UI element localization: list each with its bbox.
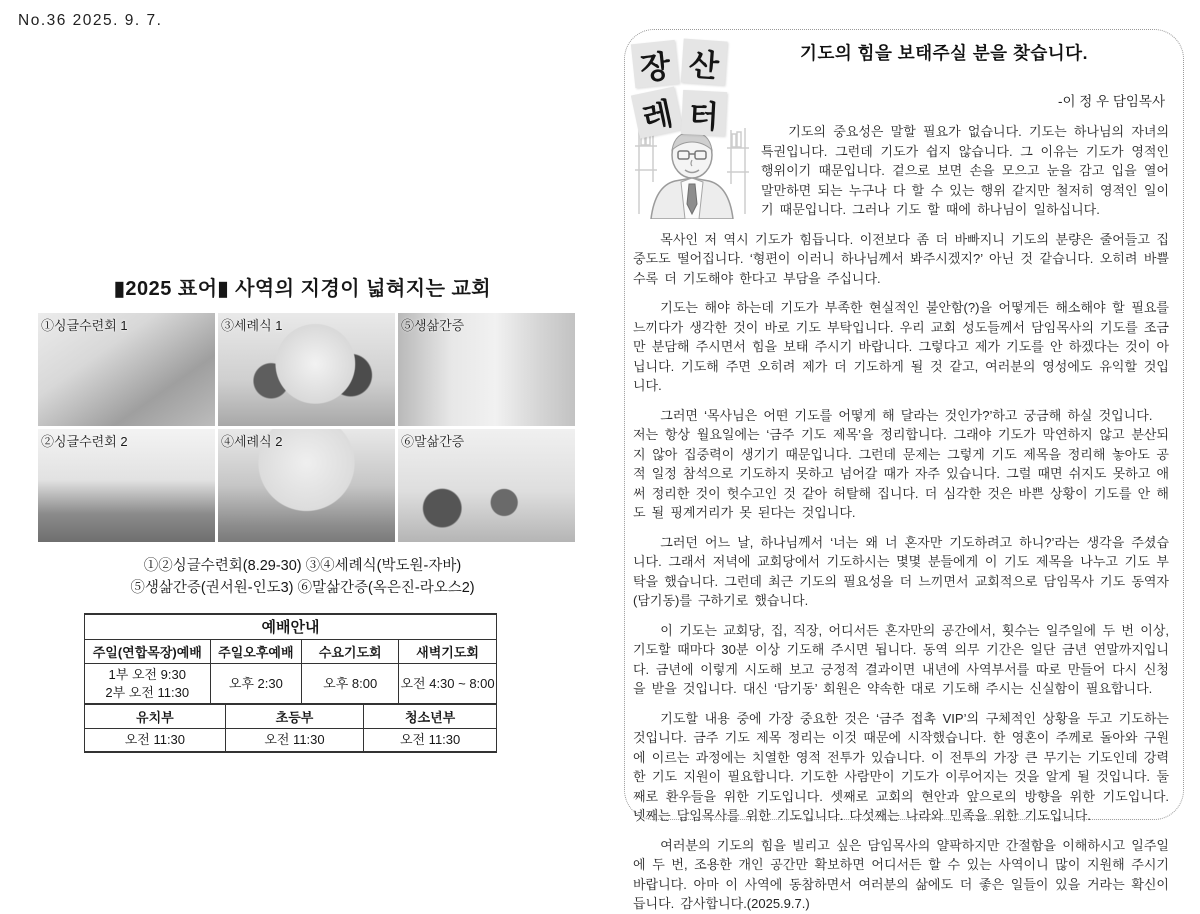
table-header-cell: 주일오후예배 [210, 640, 302, 663]
photo-item [38, 313, 215, 426]
photo-label: ⑤생삶간증 [401, 318, 465, 333]
photo-label: ⑥말삶간증 [401, 434, 465, 449]
photo-item [398, 429, 575, 542]
motto-title: ▮2025 표어▮ 사역의 지경이 넓혀지는 교회 [113, 278, 492, 300]
photo-label: ②싱글수련회 2 [41, 434, 128, 449]
table-cell: 오전 11:30 [363, 729, 496, 751]
photo-grid [38, 313, 575, 542]
paragraph: 그러면 ‘목사님은 어떤 기도를 어떻게 해 달라는 것인가?’하고 궁금해 하실 것입니다. [660, 407, 1153, 423]
paragraph: 기도의 중요성은 말할 필요가 없습니다. 기도는 하나님의 자녀의 특권입니다. 그런데 기도가 쉽지 않습니다. 그 이유는 기도가 영적인 행위이기 때문입니다. 겉으로 보면 손을 모으고 눈을 감고 입을 열어 말만하면 되는 누구나 다 할 수 있는 행위 같지만 철저히 영적인 일이기 때문입니다. 그러나 기도 할 때에 하나님이 일하십니다. [761, 124, 1169, 217]
table-cell: 오전 11:30 [225, 729, 364, 751]
worship-table-title: 예배안내 [85, 615, 496, 640]
jangsan-letter-logo [633, 42, 733, 135]
table-cell: 오후 8:00 [301, 664, 398, 703]
logo-tile: 터 [681, 90, 727, 136]
service-time: 2부 오전 11:30 [105, 684, 190, 700]
paragraph: 이 기도는 교회당, 집, 직장, 어디서든 혼자만의 공간에서, 횟수는 일주일에 두 번 이상, 기도할 때마다 30분 이상 기도해 주시면 됩니다. 동역 의무 기간은 일단 금년 연말까지입니다. 금년에 이렇게 시도해 보고 긍정적 결과이면 내년에 사역부서를 따로 만들어 다시 신청을 받을 것입니다. 대신 ‘담기동’ 회원은 약속한 대로 기도해 주시는 신실함이 필요합니다. [633, 622, 1169, 696]
photo-item [38, 429, 215, 542]
caption-line: ⑤생삶간증(권서원-인도3) ⑥말삶간증(옥은진-라오스2) [130, 580, 475, 597]
article-body [633, 122, 1169, 914]
service-time: 1부 오전 9:30 [108, 667, 186, 682]
paragraph: 여러분의 기도의 힘을 빌리고 싶은 담임목사의 얄팍하지만 간절함을 이해하시고 일주일에 두 번, 조용한 개인 공간만 확보하면 어디서든 할 수 있는 사역이니 많이 지원해 주시기 바랍니다. 아마 이 사역에 동참하면서 여러분의 삶에도 더 좋은 일들이 있을 거라는 확신이 듭니다. 감사합니다.(2025.9.7.) [633, 837, 1169, 911]
caption-line: ①②싱글수련회(8.29-30) ③④세례식(박도원-자바) [143, 558, 462, 574]
table-cell: 오전 4:30 ~ 8:00 [398, 664, 496, 703]
logo-tile: 장 [631, 40, 679, 88]
worship-schedule-table [84, 613, 497, 753]
issue-number: No.36 2025. 9. 7. [18, 12, 163, 29]
photo-label: ①싱글수련회 1 [41, 318, 128, 333]
pastor-illustration [633, 124, 751, 219]
table-header-row [85, 640, 496, 663]
paragraph: 저는 항상 월요일에는 ‘금주 기도 제목’을 정리합니다. 그래야 기도가 막연하지 않고 분산되지 않아 집중력이 생기기 때문입니다. 그런데 문제는 그렇게 기도 제목을 정리해 놓아도 공적 일정 참석으로 기도하지 못하고 넘어갈 때가 자주 있습니다. 그럴 때면 쉬지도 못하고 애써 정리한 것이 헛수고인 것 같아 허탈해 집니다. 더 심각한 것은 바쁜 상황이 기도를 안 해도 될 핑계거리가 못 된다는 것입니다. [633, 427, 1169, 520]
table-cell: 오후 2:30 [210, 664, 302, 703]
photo-item [218, 313, 395, 426]
table-header-cell: 주일(연합목장)예배 [92, 645, 202, 660]
table-header-cell: 청소년부 [363, 705, 496, 728]
author-byline: -이 정 우 담임목사 [1057, 94, 1165, 109]
article-title: 기도의 힘을 보태주실 분을 찾습니다. [800, 43, 1088, 63]
paragraph: 기도는 해야 하는데 기도가 부족한 현실적인 불안함(?)을 어떻게든 해소해야 할 필요를 느끼다가 생각한 것이 바로 기도 부탁입니다. 우리 교회 성도들께서 담임목사의 기도를 조금만 분담해 주시면서 힘을 보태 주시기 바랍니다. 그렇다고 제가 기도를 안 하겠다는 것이 아닙니다. 기도해 주면 오히려 제가 더 기도하게 될 것 같고, 여러분의 영성에도 유익할 것입니다. [633, 300, 1169, 393]
table-header-row [85, 703, 496, 728]
photo-label: ③세례식 1 [221, 318, 283, 333]
photo-item [398, 313, 575, 426]
table-cell: 오전 11:30 [124, 732, 186, 748]
photo-label: ④세례식 2 [221, 434, 283, 449]
table-header-cell: 초등부 [225, 705, 364, 728]
table-row [85, 663, 496, 703]
paragraph: 기도할 내용 중에 가장 중요한 것은 ‘금주 접촉 VIP’의 구체적인 상황을 두고 기도하는 것입니다. 금주 기도 제목 정리는 이것 때문에 시작했습니다. 한 영혼이 주께로 돌아와 구원에 이르는 과정에는 치열한 영적 전투가 있습니다. 이 전투의 가장 큰 무기는 기도인데 강력한 기도 지원이 필요합니다. 기도한 사람만이 기도가 이루어지는 것을 알게 될 것입니다. 둘째로 환우들을 위한 기도입니다. 셋째로 교회의 현안과 앞으로의 방향을 위한 기도입니다. 넷째는 담임목사를 위한 기도입니다. 다섯째는 나라와 민족을 위한 기도입니다. [633, 710, 1169, 823]
table-header-cell: 수요기도회 [301, 640, 398, 663]
logo-tile: 레 [631, 86, 683, 138]
jangsan-letter-panel [624, 29, 1184, 911]
table-header-cell: 유치부 [136, 710, 174, 726]
table-row [85, 728, 496, 751]
table-cell [85, 664, 210, 703]
table-header-cell: 새벽기도회 [398, 640, 496, 663]
photo-captions [0, 555, 605, 600]
paragraph: 그러던 어느 날, 하나님께서 ‘너는 왜 너 혼자만 기도하려고 하니?’라는 생각을 주셨습니다. 그래서 저녁에 교회당에서 기도하시는 몇몇 분들에게 이 기도 제목을 나누고 기도 부탁을 했습니다. 그런데 최근 기도의 필요성을 더 느끼면서 교회적으로 담임목사 기도 동역자(담기동)를 구하기로 했습니다. [633, 534, 1169, 608]
left-page [0, 0, 605, 848]
paragraph: 목사인 저 역시 기도가 힘듭니다. 이전보다 좀 더 바빠지니 기도의 분량은 줄어들고 집중도도 떨어집니다. ‘형편이 이러니 하나님께서 봐주시겠지?’ 아닌 것 같습니다. 오히려 바쁠수록 더 기도해야 한다고 부담을 주십니다. [633, 231, 1169, 286]
logo-tile: 산 [681, 39, 728, 86]
photo-item [218, 429, 395, 542]
